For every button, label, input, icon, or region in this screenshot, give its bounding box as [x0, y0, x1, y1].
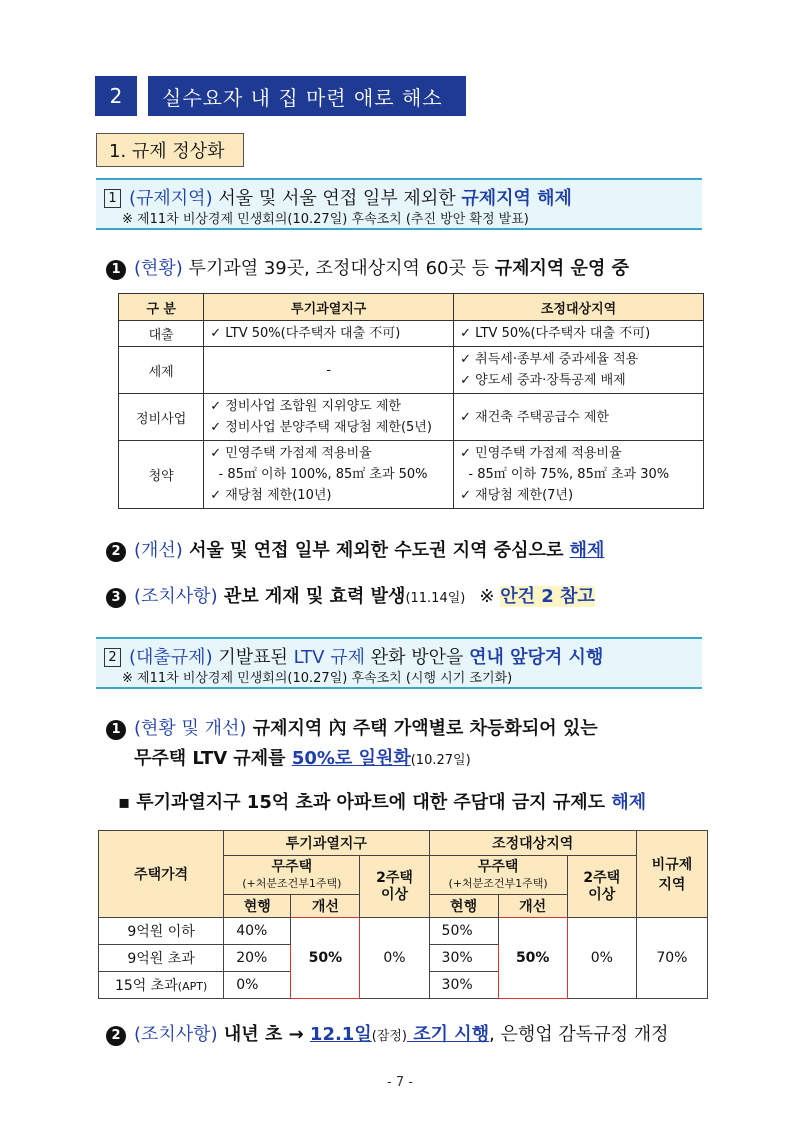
- t2-tugi-now: 20%: [224, 945, 291, 972]
- table1-cell-line: ✓ 취득세·종부세 중과세율 적용: [460, 352, 639, 367]
- action-paragraph: [106, 582, 595, 608]
- t2-jo-new: 50%: [498, 918, 567, 999]
- p4-date: (10.27일): [410, 753, 471, 768]
- t2-price: 9억원 초과: [99, 945, 224, 972]
- p5-emph2: 조기 시행: [407, 1024, 490, 1045]
- t2-price: 9억원 이하: [99, 918, 224, 945]
- t2-tugi-new: 50%: [291, 918, 360, 999]
- item2-note: ※ 제11차 비상경제 민생회의(10.27일) 후속조치 (시행 시기 조기화): [122, 671, 513, 686]
- table1-cell-col2: [454, 347, 704, 394]
- t2-header-two-jojeong: 2주택 이상: [567, 856, 636, 918]
- p5-emph1: 12.1일: [309, 1024, 372, 1045]
- t2-header-new-tugi: 개선: [291, 895, 360, 918]
- circle-number-2b: 2: [106, 1026, 126, 1046]
- item2-text1: 기발표된: [212, 647, 294, 668]
- circle-number-2: 2: [106, 542, 126, 562]
- item1-text: 서울 및 서울 연접 일부 제외한: [212, 188, 462, 209]
- table1-row: [119, 347, 704, 394]
- table1-row-label: 정비사업: [119, 394, 204, 441]
- t2-jo-two: 0%: [567, 918, 636, 999]
- p2-text: 서울 및 연접 일부 제외한 수도권 지역 중심으로: [182, 540, 570, 561]
- table1-cell-line: ✓ 민영주택 가점제 적용비율: [460, 446, 622, 461]
- p4-text1: 규제지역 內 주택 가액별로 차등화되어 있는: [246, 718, 598, 739]
- item2-number: 2: [104, 648, 121, 667]
- circle-number-1b: 1: [106, 720, 126, 740]
- item1-number: 1: [104, 189, 121, 208]
- table1-row-label: 청약: [119, 441, 204, 509]
- p1-text: 투기과열 39곳, 조정대상지역 60곳 등: [182, 258, 495, 279]
- bullet-icon: ▪: [118, 792, 131, 813]
- table1-cell-line: - 85㎡ 이하 100%, 85㎡ 초과 50%: [210, 467, 428, 482]
- table1-cell-col1: [204, 394, 454, 441]
- p1-emph: 규제지역 운영 중: [494, 258, 629, 279]
- t2-header-two-tugi: 2주택 이상: [360, 856, 429, 918]
- p3-prefix: (조치사항): [134, 586, 218, 607]
- p5-text1: 내년 초 →: [217, 1024, 310, 1045]
- t2-muju-label: 무주택: [271, 858, 313, 875]
- section-number: 2: [95, 76, 137, 116]
- t2-bigyu: 70%: [636, 918, 707, 999]
- t2-header-now-jojeong: 현행: [429, 895, 498, 918]
- item1-note: ※ 제11차 비상경제 민생회의(10.27일) 후속조치 (추진 방안 확정 발표): [122, 212, 529, 227]
- table1-row: [119, 394, 704, 441]
- t2-muju-label-2: 무주택: [477, 858, 519, 875]
- t2-muju-sub-2: (+처분조건부1주택): [448, 876, 548, 890]
- t2-header-muju-jojeong: [429, 856, 567, 895]
- t2-price-small: (APT): [177, 980, 208, 993]
- action-paragraph-2: [106, 1020, 668, 1046]
- t2-header-tugi: 투기과열지구: [224, 831, 429, 856]
- t2-header-muju-tugi: [224, 856, 360, 895]
- table1-cell-line: ✓ LTV 50%(다주택자 대출 不可): [210, 326, 401, 341]
- table1-cell-col2: [454, 441, 704, 509]
- p2-emph: 해제: [569, 540, 605, 561]
- t2-jo-now: 30%: [429, 972, 498, 999]
- status-improvement-line2: [134, 744, 471, 770]
- item2-prefix: (대출규제): [129, 647, 213, 668]
- ltv-table: [98, 830, 708, 999]
- table1-cell-line: ✓ LTV 50%(다주택자 대출 不可): [460, 326, 651, 341]
- table1-cell-line: ✓ 재당첨 제한(10년): [210, 488, 332, 503]
- page-number: - 7 -: [387, 1075, 413, 1090]
- table1-cell-col2: [454, 321, 704, 347]
- p1-prefix: (현황): [134, 258, 183, 279]
- regulation-table: [118, 293, 704, 509]
- item1-heading: [104, 184, 572, 210]
- table1-row: [119, 321, 704, 347]
- t2-tugi-now: 40%: [224, 918, 291, 945]
- table1-cell-col1: [204, 441, 454, 509]
- table1-cell-col1: [204, 347, 454, 394]
- p5-text2: , 은행업 감독규정 개정: [489, 1024, 669, 1045]
- p4-emph: 50%로 일원화: [291, 748, 411, 769]
- bullet-line: [118, 788, 646, 814]
- table1-header-category: 구 분: [119, 294, 204, 321]
- t2-tugi-two: 0%: [360, 918, 429, 999]
- improvement-paragraph: [106, 536, 604, 562]
- t2-jo-now: 30%: [429, 945, 498, 972]
- table1-cell-line: ✓ 재당첨 제한(7년): [460, 488, 574, 503]
- circle-number-3: 3: [106, 588, 126, 608]
- table1-cell-col2: [454, 394, 704, 441]
- item2-box: [96, 637, 702, 689]
- status-improvement-paragraph: [106, 714, 598, 740]
- t2-header-bigyu: 비규제 지역: [636, 831, 707, 918]
- table1-cell-line: ✓ 정비사업 조합원 지위양도 제한: [210, 399, 401, 414]
- table1-cell-line: - 85㎡ 이하 75%, 85㎡ 초과 30%: [460, 467, 670, 482]
- p5-tentative: (잠정): [371, 1029, 407, 1044]
- t2-price: [99, 972, 224, 999]
- table1-row-label: 대출: [119, 321, 204, 347]
- item2-text2: 완화 방안을: [364, 647, 470, 668]
- item2-emph2: 연내 앞당겨 시행: [469, 647, 604, 668]
- bullet-emph: 해제: [611, 792, 647, 813]
- item1-emph: 규제지역 해제: [461, 188, 572, 209]
- table1-row: [119, 441, 704, 509]
- table1-cell-col1: [204, 321, 454, 347]
- t2-price-text: 15억 초과: [114, 978, 178, 994]
- table1-cell-line: ✓ 정비사업 분양주택 재당첨 제한(5년): [210, 420, 432, 435]
- item2-emph1: LTV 규제: [293, 647, 365, 668]
- section-title: 실수요자 내 집 마련 애로 해소: [148, 76, 466, 116]
- t2-header-new-jojeong: 개선: [498, 895, 567, 918]
- t2-muju-sub: (+처분조건부1주택): [242, 876, 342, 890]
- status-paragraph: [106, 254, 629, 280]
- p4-prefix: (현황 및 개선): [134, 718, 247, 739]
- table1-header-tugi: 투기과열지구: [204, 294, 454, 321]
- item1-prefix: (규제지역): [129, 188, 213, 209]
- table1-row-label: 세제: [119, 347, 204, 394]
- t2-header-now-tugi: 현행: [224, 895, 291, 918]
- t2-jo-now: 50%: [429, 918, 498, 945]
- p3-reference: 안건 2 참고: [500, 586, 595, 607]
- table1-cell-line: ✓ 민영주택 가점제 적용비율: [210, 446, 372, 461]
- table1-cell-line: -: [326, 362, 332, 378]
- p3-ref-mark: ※: [479, 586, 495, 607]
- table1-header-jojeong: 조정대상지역: [454, 294, 704, 321]
- item1-box: [96, 178, 702, 230]
- p3-date: (11.14일): [405, 591, 466, 606]
- p5-prefix: (조치사항): [134, 1024, 218, 1045]
- subsection-heading: 1. 규제 정상화: [96, 133, 244, 167]
- p3-text: 관보 게재 및 효력 발생: [217, 586, 406, 607]
- circle-number-1: 1: [106, 260, 126, 280]
- bullet-text: 투기과열지구 15억 초과 아파트에 대한 주담대 금지 규제도: [136, 792, 612, 813]
- p2-prefix: (개선): [134, 540, 183, 561]
- t2-header-price: 주택가격: [99, 831, 224, 918]
- t2-tugi-now: 0%: [224, 972, 291, 999]
- p4-text2: 무주택 LTV 규제를: [134, 748, 292, 769]
- t2-header-jojeong: 조정대상지역: [429, 831, 636, 856]
- item2-heading: [104, 643, 603, 669]
- table1-cell-line: ✓ 재건축 주택공급수 제한: [460, 409, 609, 425]
- table1-cell-line: ✓ 양도세 중과·장특공제 배제: [460, 373, 626, 388]
